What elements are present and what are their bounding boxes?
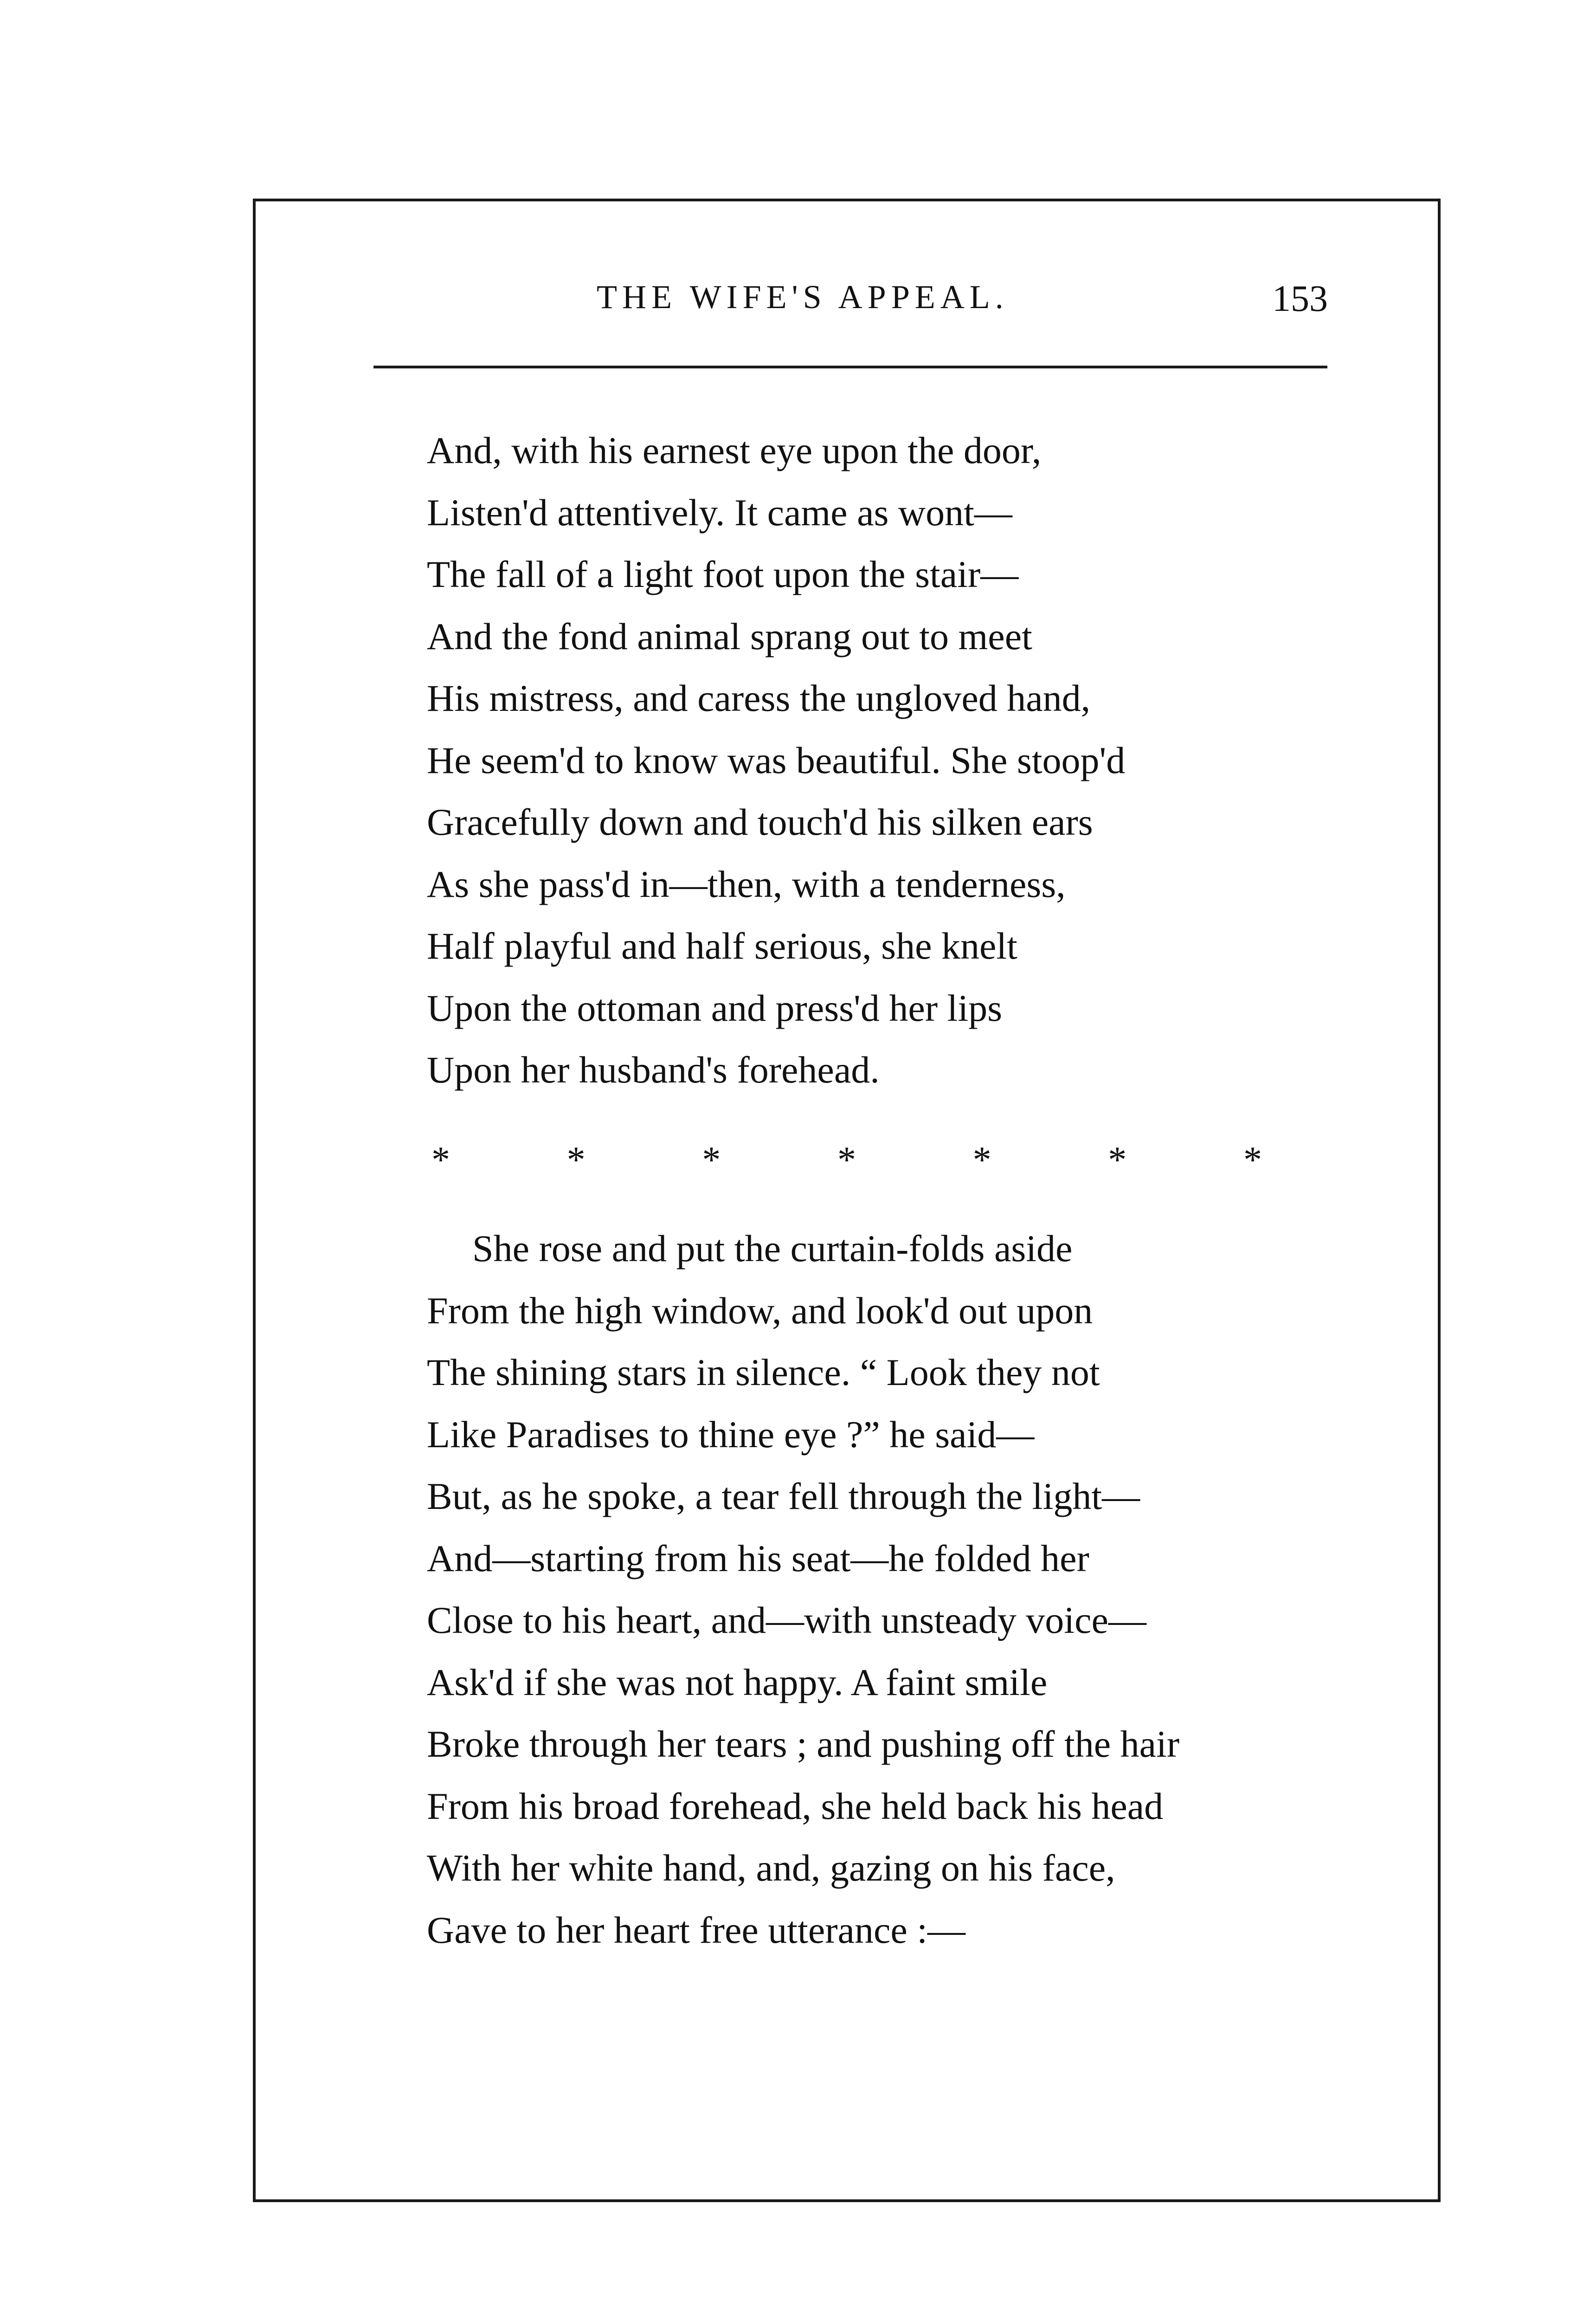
verse-line: Gave to her heart free utterance :— (427, 1908, 966, 1951)
verse-line: His mistress, and caress the ungloved hand, (427, 677, 1091, 719)
asterism-separator (431, 1141, 1262, 1179)
running-title: THE WIFE'S APPEAL. (597, 278, 1009, 316)
verse-line: She rose and put the curtain-folds aside (472, 1227, 1073, 1270)
verse-line: Upon the ottoman and press'd her lips (427, 986, 1003, 1029)
stanza-2 (427, 1227, 1180, 1973)
asterisk: * (431, 1140, 450, 1180)
asterisk: * (1243, 1140, 1262, 1180)
verse-line: From the high window, and look'd out upon (427, 1289, 1093, 1332)
verse-line: Like Paradises to thine eye ?” he said— (427, 1413, 1035, 1456)
verse-line: From his broad forehead, she held back his head (427, 1785, 1164, 1827)
verse-line: Gracefully down and touch'd his silken ears (427, 801, 1093, 843)
verse-line: The shining stars in silence. “ Look they not (427, 1351, 1100, 1393)
verse-line: And, with his earnest eye upon the door, (427, 429, 1042, 471)
verse-line: Half playful and half serious, she knelt (427, 925, 1017, 967)
verse-line: And—starting from his seat—he folded her (427, 1537, 1089, 1579)
verse-line: As she pass'd in—then, with a tenderness, (427, 863, 1066, 905)
verse-line: But, as he spoke, a tear fell through the light— (427, 1475, 1140, 1517)
asterisk: * (972, 1140, 991, 1180)
verse-line: Ask'd if she was not happy. A faint smile (427, 1661, 1048, 1703)
header-rule (373, 366, 1327, 368)
asterisk: * (837, 1140, 856, 1180)
verse-line: Broke through her tears ; and pushing off the hair (427, 1723, 1180, 1765)
verse-line: With her white hand, and, gazing on his face, (427, 1847, 1115, 1889)
verse-line: And the fond animal sprang out to meet (427, 615, 1032, 657)
verse-line: He seem'd to know was beautiful. She stoop'd (427, 739, 1126, 781)
asterisk: * (1108, 1140, 1127, 1180)
asterisk: * (702, 1140, 721, 1180)
verse-line: Listen'd attentively. It came as wont— (427, 491, 1012, 534)
verse-line: The fall of a light foot upon the stair— (427, 553, 1019, 595)
asterisk: * (566, 1140, 586, 1180)
verse-line: Upon her husband's forehead. (427, 1049, 880, 1091)
verse-line: Close to his heart, and—with unsteady voice— (427, 1599, 1146, 1641)
stanza-1 (427, 429, 1126, 1113)
page-number: 153 (1272, 278, 1328, 319)
